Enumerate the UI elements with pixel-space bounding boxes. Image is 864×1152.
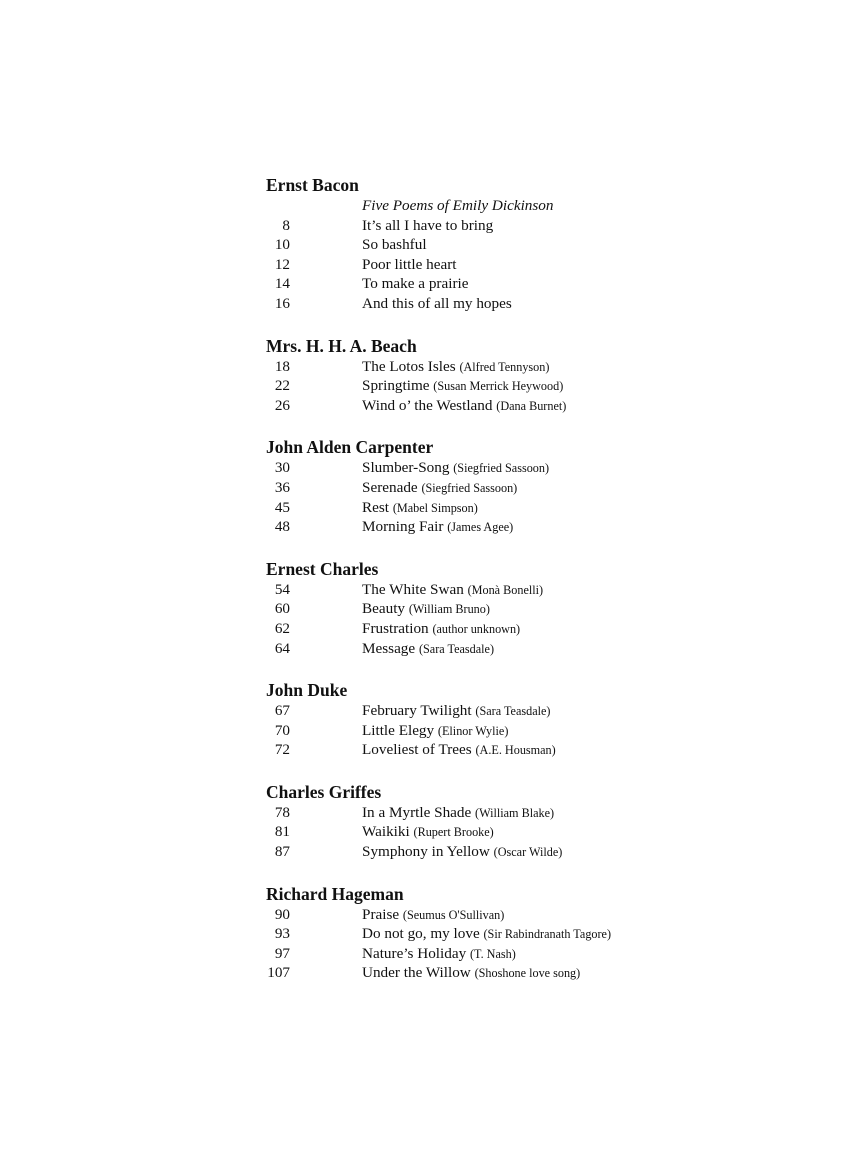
page-number: 93 — [274, 925, 290, 943]
composer-section — [266, 436, 686, 536]
song-entry — [266, 517, 686, 537]
song-entry — [266, 944, 686, 964]
page-number: 72 — [274, 741, 290, 759]
page-number: 10 — [274, 236, 290, 254]
song-title: Symphony in Yellow — [362, 843, 490, 861]
song-title-line — [362, 357, 549, 378]
song-title: Frustration — [362, 619, 429, 637]
song-title-line — [362, 517, 513, 538]
page-number: 48 — [274, 518, 290, 536]
poet-credit: (Rupert Brooke) — [413, 825, 494, 840]
page-number: 60 — [274, 600, 290, 618]
poet-credit: (Monà Bonelli) — [467, 582, 544, 597]
poet-credit: (Sara Teasdale) — [418, 641, 495, 656]
song-entry — [266, 721, 686, 741]
song-title: Do not go, my love — [362, 925, 480, 943]
poet-credit: (William Blake) — [475, 805, 555, 820]
song-title: The Lotos Isles — [362, 357, 456, 375]
page-number: 54 — [274, 580, 290, 598]
song-entry — [266, 396, 686, 416]
song-title: Waikiki — [362, 823, 410, 841]
page-number: 26 — [274, 396, 290, 414]
poet-credit: (Seumus O'Sullivan) — [402, 907, 505, 922]
poet-credit: (Susan Merrick Heywood) — [433, 379, 564, 394]
song-title: To make a prairie — [362, 275, 469, 293]
song-title: Praise — [362, 905, 400, 923]
page-number: 87 — [274, 843, 290, 861]
composer-section — [266, 679, 686, 760]
composer-section — [266, 781, 686, 862]
song-title-line — [362, 721, 508, 742]
composer-name: John Duke — [266, 680, 348, 701]
song-title: Morning Fair — [362, 518, 444, 536]
composer-name: Charles Griffes — [266, 781, 382, 802]
composer-name: Richard Hageman — [266, 883, 404, 904]
song-title: Under the Willow — [362, 964, 471, 982]
page-number: 45 — [274, 498, 290, 516]
page-number: 67 — [274, 702, 290, 720]
poet-credit: (A.E. Housman) — [475, 743, 556, 758]
song-entry — [266, 580, 686, 600]
composer-section — [266, 883, 686, 983]
table-of-contents — [266, 174, 686, 1004]
song-title: Serenade — [362, 478, 418, 496]
poet-credit: (Mabel Simpson) — [392, 500, 478, 515]
song-title: It’s all I have to bring — [362, 216, 494, 234]
song-title-line — [362, 294, 512, 314]
song-entry — [266, 216, 686, 236]
song-title-line — [362, 255, 456, 275]
song-title: Loveliest of Trees — [362, 741, 472, 759]
poet-credit: (T. Nash) — [469, 946, 516, 961]
song-title-line — [362, 842, 562, 863]
page-number: 81 — [274, 823, 290, 841]
page-number: 22 — [274, 377, 290, 395]
song-entry — [266, 963, 686, 983]
song-entry — [266, 619, 686, 639]
song-title-line — [362, 924, 611, 945]
song-entry — [266, 376, 686, 396]
song-title: Slumber-Song — [362, 459, 450, 477]
poet-credit: (James Agee) — [447, 520, 514, 535]
song-entry — [266, 255, 686, 275]
poet-credit: (Sara Teasdale) — [475, 704, 551, 719]
song-title-line — [362, 396, 566, 417]
song-title: Beauty — [362, 600, 406, 618]
song-title: The White Swan — [362, 580, 464, 598]
composer-name: Ernest Charles — [266, 558, 379, 579]
song-title-line — [362, 619, 520, 640]
page-number: 64 — [274, 639, 290, 657]
song-title: Message — [362, 639, 416, 657]
song-title-line — [362, 235, 427, 255]
song-title-line — [362, 458, 549, 479]
page-number: 18 — [274, 357, 290, 375]
song-entry — [266, 822, 686, 842]
poet-credit: (Oscar Wilde) — [493, 845, 563, 860]
song-entry — [266, 599, 686, 619]
song-title-line — [362, 701, 550, 722]
composer-section — [266, 174, 686, 314]
song-title: In a Myrtle Shade — [362, 803, 472, 821]
page-number: 14 — [274, 275, 290, 293]
poet-credit: (Dana Burnet) — [496, 398, 567, 413]
song-title-line — [362, 599, 490, 620]
composer-name: John Alden Carpenter — [266, 437, 434, 458]
song-entry — [266, 639, 686, 659]
page-number: 36 — [274, 478, 290, 496]
song-title-line — [362, 944, 516, 965]
song-title: Nature’s Holiday — [362, 944, 467, 962]
song-entry — [266, 498, 686, 518]
song-title: Five Poems of Emily Dickinson — [362, 197, 554, 214]
song-entry — [266, 701, 686, 721]
song-entry — [266, 357, 686, 377]
song-title-line — [362, 740, 556, 761]
poet-credit: (Elinor Wylie) — [437, 723, 509, 738]
song-entry — [266, 905, 686, 925]
song-title: Wind o’ the Westland — [362, 396, 493, 414]
page-number: 12 — [274, 255, 290, 273]
page-number: 78 — [274, 803, 290, 821]
poet-credit: (Siegfried Sassoon) — [421, 480, 518, 495]
song-entry — [266, 842, 686, 862]
song-title-line — [362, 822, 494, 843]
song-title-line — [362, 274, 468, 294]
poet-credit: (Siegfried Sassoon) — [453, 461, 550, 476]
song-title: Rest — [362, 498, 390, 516]
song-title-line — [362, 905, 504, 926]
page-number: 90 — [274, 905, 290, 923]
page-number: 30 — [274, 459, 290, 477]
song-title: And this of all my hopes — [362, 294, 512, 312]
song-entry — [266, 740, 686, 760]
composer-section — [266, 558, 686, 658]
song-title-line — [362, 478, 517, 499]
song-title: Springtime — [362, 377, 430, 395]
composer-section — [266, 335, 686, 416]
poet-credit: (Shoshone love song) — [474, 966, 581, 981]
song-entry — [266, 458, 686, 478]
song-title-line — [362, 803, 554, 824]
page-number: 16 — [274, 294, 290, 312]
composer-name: Mrs. H. H. A. Beach — [266, 335, 417, 356]
song-title-line — [362, 963, 580, 984]
song-title-line — [362, 376, 563, 397]
song-title-line — [362, 216, 493, 236]
composer-name: Ernst Bacon — [266, 175, 359, 195]
song-title-line — [362, 639, 494, 660]
song-title-line — [362, 498, 478, 519]
page-number: 97 — [274, 944, 290, 962]
poet-credit: (Sir Rabindranath Tagore) — [483, 927, 612, 942]
song-entry — [266, 478, 686, 498]
song-entry — [266, 274, 686, 294]
page-number: 62 — [274, 619, 290, 637]
poet-credit: (Alfred Tennyson) — [459, 359, 550, 374]
song-entry — [266, 294, 686, 314]
collection-title — [362, 196, 553, 216]
song-title: So bashful — [362, 236, 427, 254]
song-title-line — [362, 580, 543, 601]
poet-credit: (author unknown) — [432, 621, 521, 636]
song-title: Poor little heart — [362, 255, 457, 273]
page-number: 70 — [274, 721, 290, 739]
song-entry — [266, 235, 686, 255]
poet-credit: (William Bruno) — [408, 602, 490, 617]
collection-subtitle — [266, 196, 686, 216]
song-entry — [266, 924, 686, 944]
page-number: 107 — [267, 964, 290, 982]
song-title: February Twilight — [362, 702, 472, 720]
song-title: Little Elegy — [362, 721, 435, 739]
song-entry — [266, 803, 686, 823]
page-number: 8 — [282, 216, 290, 234]
